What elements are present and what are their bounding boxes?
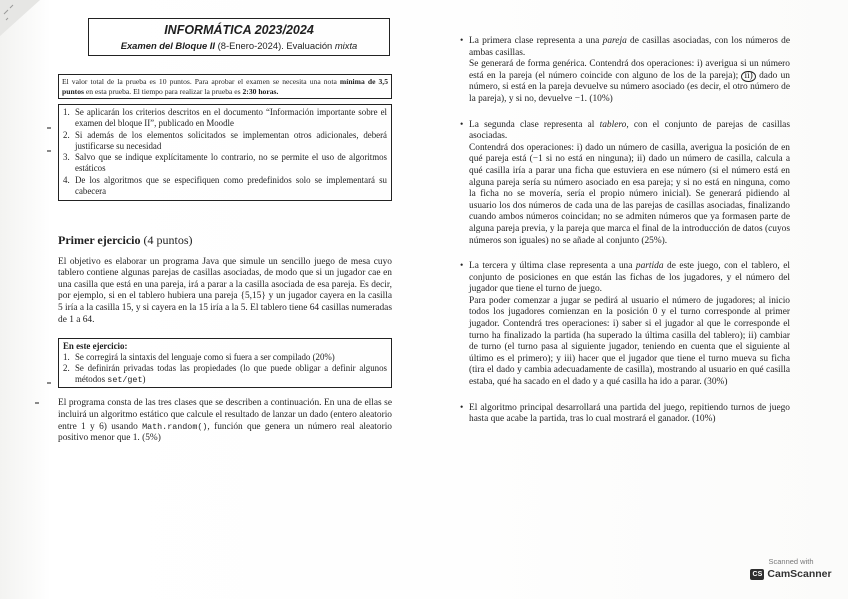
camscanner-logo-icon: CS <box>750 569 764 580</box>
rule-item: 4. De los algoritmos que se especifiquen como predefinidos solo se implementará su cabecera <box>63 174 387 196</box>
class-partida-item: • La tercera y última clase representa a una partida de este juego, con el tablero, el conjunto de posiciones en que están las fichas de los jugadores, y el número del jugador que tiene el turno de juego. Para poder comenzar a jugar se pedirá al usuario el número de jugadores; al inicio todos los jugadores comienzan en la posición 0 y el turno corresponde al primer jugador. Contendrá tres operaciones: i) saber si el jugador al que le corresponde el turno ha finalizado la partida (ha superado la última casilla del tablero); ii) cambiar de turno (el turno pasa al siguiente jugador, teniendo en cuenta que el siguiente al último es el primero); y iii) hacer que el jugador que tiene el turno mueva su ficha (tira el dado y cambia adecuadamente de casilla), mostrando al usuario en qué casilla estaba, qué ha sacado en el dado y a qué casilla ha ido a parar. (30%) <box>460 261 790 388</box>
rules-list <box>58 104 392 200</box>
margin-tick <box>35 402 39 404</box>
exercise-box <box>58 338 392 388</box>
exercise-intro: El objetivo es elaborar un programa Java que simule un sencillo juego de mesa cuyo tablero contiene algunas parejas de casillas asociadas, de modo que si un jugador cae en una casilla que está en una pareja, irá a parar a la casilla asociada de esa pareja. Es decir, por ejemplo, si en el tablero hubiera una pareja {5,15} y un jugador cayera en la casilla 5 iría a la casilla 15, y si cayera en la 15 iría a la 5. El tablero tiene 64 casillas numeradas de 1 a 64. <box>58 256 392 325</box>
rule-item: 1. Se aplicarán los criterios descritos en el documento “Información importante sobre el examen del bloque II”, publicado en Moodle <box>63 107 387 128</box>
grading-notice: El valor total de la prueba es 10 puntos. Para aprobar el examen se necesita una nota mínima de 3,5 puntos en esta prueba. El tiempo para realizar la prueba es 2:30 horas. <box>58 74 392 99</box>
bullet-dot: • <box>460 119 464 130</box>
rule-item: 2. Si además de los elementos solicitados se implementan otros adicionales, deberá justificarse su necesidad <box>63 129 387 151</box>
bullet-dot: • <box>460 402 464 413</box>
exam-title-box <box>88 18 390 56</box>
classes-intro: El programa consta de las tres clases que se describen a continuación. En una de ellas se incluirá un algoritmo estático que calcule el resultado de lanzar un dado (entero aleatorio entre 1 y 6) usando Math.random(), función que genera un número real aleatorio positivo menor que 1. (5%) <box>58 398 392 444</box>
margin-tick <box>47 127 51 129</box>
exercise-box-title: En este ejercicio: <box>63 341 128 352</box>
exam-subtitle: Examen del Bloque II (8-Enero-2024). Evaluación mixta <box>120 40 358 51</box>
camscanner-brand: CamScanner <box>767 568 832 580</box>
margin-tick <box>47 382 51 384</box>
class-tablero-item: • La segunda clase representa al tablero, con el conjunto de parejas de casillas asociadas. Contendrá dos operaciones: i) dado un número de casilla, averigua la posición de en qué pareja está (−1 si no está en ninguna); ii) dado un número de casilla, calcula a qué casilla iría a parar una ficha que estuviera en ese número (si el número está en alguna pareja sería su número asociado en esa pareja; y si no está en ninguna, como la ficha no se movería, sería el propio número inicial). Se generará pidiendo al usuario los dos números de cada una de las parejas de casillas asociadas, finalizando cuando ambos números coincidan; no se admiten números que ya formasen parte de alguna pareja previa, y la pareja que marca el final de la introducción de datos (cuyos números son iguales) no se añade al conjunto (25%). <box>460 119 790 246</box>
left-column <box>58 18 392 445</box>
rule-item: 3. Salvo que se indique explícitamente lo contrario, no se permite el uso de algoritmos estáticos <box>63 152 387 174</box>
class-pareja-item: • La primera clase representa a una pareja de casillas asociadas, con los números de ambas casillas. Se generará de forma genérica. Contendrá dos operaciones: i) averigua si un número está en la pareja (el número coincide con alguno de los de la pareja); ii) dado un número, si está en la pareja devuelve su número asociado (es decir, el otro número de la pareja), y si no, devuelve −1. (10%) <box>460 36 790 104</box>
scanned-with-label: Scanned with <box>768 557 814 566</box>
exercise-heading: Primer ejercicio (4 puntos) <box>58 232 193 247</box>
exercise-box-item: 1. Se corregirá la sintaxis del lenguaje como si fuera a ser compilado (20%) <box>63 351 335 362</box>
corner-fold-mark <box>0 0 40 36</box>
exercise-box-item: 2. Se definirán privadas todas las propiedades (lo que puede obligar a definir algunos métodos set/get) <box>63 362 387 385</box>
margin-tick <box>47 150 51 152</box>
right-column <box>460 36 790 440</box>
camscanner-watermark <box>747 557 835 591</box>
bullet-dot: • <box>460 261 464 272</box>
main-algorithm-item: • El algoritmo principal desarrollará una partida del juego, repitiendo turnos de juego hasta que acabe la partida, tras lo cual mostrará el ganador. (10%) <box>460 402 790 425</box>
exam-title: INFORMÁTICA 2023/2024 <box>164 23 314 37</box>
bullet-dot: • <box>460 36 464 46</box>
handwritten-circle: ii) <box>741 71 755 82</box>
